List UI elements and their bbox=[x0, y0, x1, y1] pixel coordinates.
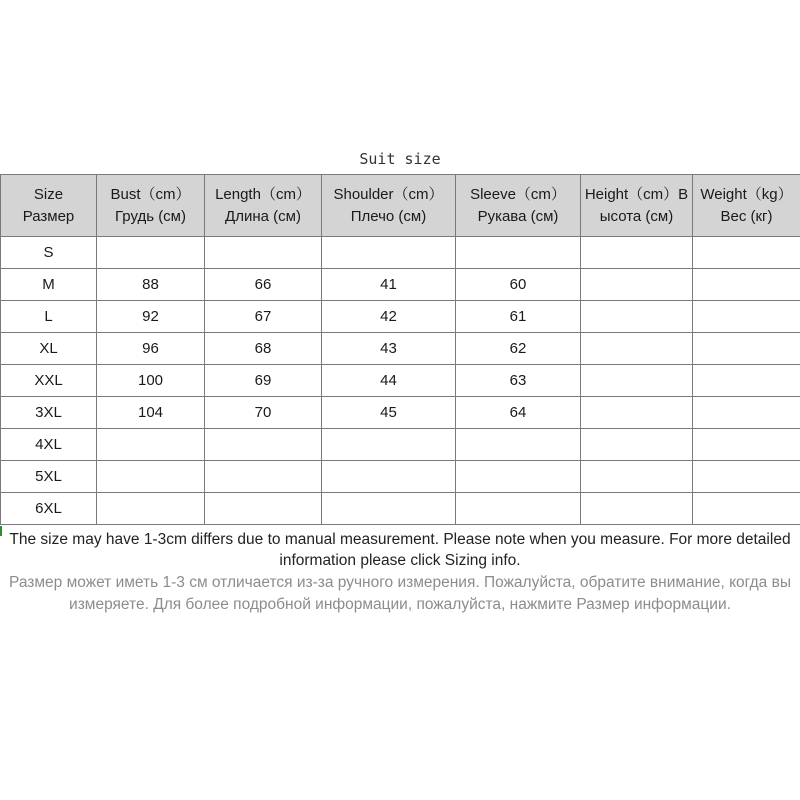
size-chart-table bbox=[0, 174, 800, 525]
shoulder-cell bbox=[322, 493, 456, 525]
size-cell: 3XL bbox=[1, 397, 97, 429]
weight-cell bbox=[693, 493, 800, 525]
shoulder-cell bbox=[322, 237, 456, 269]
height-cell bbox=[581, 397, 693, 429]
sleeve-cell bbox=[456, 237, 581, 269]
bust-cell: 92 bbox=[97, 301, 205, 333]
column-header-shoulder: Shoulder（cm） Плечо (см) bbox=[322, 175, 456, 237]
length-cell: 67 bbox=[205, 301, 322, 333]
column-header-height: Height（cm）B ысота (см) bbox=[581, 175, 693, 237]
bust-cell bbox=[97, 429, 205, 461]
length-cell: 66 bbox=[205, 269, 322, 301]
height-cell bbox=[581, 461, 693, 493]
column-header-size: Size Размер bbox=[1, 175, 97, 237]
sleeve-cell bbox=[456, 429, 581, 461]
height-cell bbox=[581, 237, 693, 269]
sleeve-cell bbox=[456, 461, 581, 493]
height-cell bbox=[581, 429, 693, 461]
height-cell bbox=[581, 365, 693, 397]
height-cell bbox=[581, 333, 693, 365]
bust-cell bbox=[97, 493, 205, 525]
length-cell bbox=[205, 461, 322, 493]
measurement-note-russian: Размер может иметь 1-3 см отличается из-за ручного измерения. Пожалуйста, обратите внимание, когда вы измеряете. Для более подробной информации, пожалуйста, нажмите Размер информации. bbox=[9, 574, 791, 613]
weight-cell bbox=[693, 301, 800, 333]
sleeve-cell: 60 bbox=[456, 269, 581, 301]
column-header-length: Length（cm） Длина (см) bbox=[205, 175, 322, 237]
sleeve-cell: 62 bbox=[456, 333, 581, 365]
bust-cell: 88 bbox=[97, 269, 205, 301]
length-cell: 69 bbox=[205, 365, 322, 397]
sleeve-cell: 64 bbox=[456, 397, 581, 429]
table-row bbox=[1, 429, 800, 461]
column-header-weight: Weight（kg） Вес (кг) bbox=[693, 175, 800, 237]
weight-cell bbox=[693, 269, 800, 301]
shoulder-cell: 44 bbox=[322, 365, 456, 397]
column-header-sleeve: Sleeve（cm） Рукава (см) bbox=[456, 175, 581, 237]
height-cell bbox=[581, 493, 693, 525]
length-cell bbox=[205, 237, 322, 269]
length-cell bbox=[205, 493, 322, 525]
bust-cell bbox=[97, 237, 205, 269]
shoulder-cell: 42 bbox=[322, 301, 456, 333]
sleeve-cell bbox=[456, 493, 581, 525]
table-row bbox=[1, 493, 800, 525]
weight-cell bbox=[693, 365, 800, 397]
shoulder-cell: 41 bbox=[322, 269, 456, 301]
size-cell: M bbox=[1, 269, 97, 301]
size-cell: XXL bbox=[1, 365, 97, 397]
table-row bbox=[1, 365, 800, 397]
weight-cell bbox=[693, 397, 800, 429]
size-cell: S bbox=[1, 237, 97, 269]
bust-cell: 96 bbox=[97, 333, 205, 365]
length-cell: 70 bbox=[205, 397, 322, 429]
height-cell bbox=[581, 301, 693, 333]
bust-cell bbox=[97, 461, 205, 493]
bust-cell: 100 bbox=[97, 365, 205, 397]
shoulder-cell: 43 bbox=[322, 333, 456, 365]
length-cell bbox=[205, 429, 322, 461]
size-cell: XL bbox=[1, 333, 97, 365]
weight-cell bbox=[693, 429, 800, 461]
bust-cell: 104 bbox=[97, 397, 205, 429]
weight-cell bbox=[693, 237, 800, 269]
weight-cell bbox=[693, 333, 800, 365]
table-title: Suit size bbox=[359, 150, 441, 168]
sleeve-cell: 63 bbox=[456, 365, 581, 397]
size-cell: L bbox=[1, 301, 97, 333]
shoulder-cell bbox=[322, 461, 456, 493]
size-cell: 5XL bbox=[1, 461, 97, 493]
column-header-bust: Bust（cm） Грудь (см) bbox=[97, 175, 205, 237]
table-row bbox=[1, 301, 800, 333]
shoulder-cell: 45 bbox=[322, 397, 456, 429]
size-cell: 4XL bbox=[1, 429, 97, 461]
shoulder-cell bbox=[322, 429, 456, 461]
table-row bbox=[1, 333, 800, 365]
table-row bbox=[1, 397, 800, 429]
header-row bbox=[1, 175, 800, 237]
size-cell: 6XL bbox=[1, 493, 97, 525]
weight-cell bbox=[693, 461, 800, 493]
height-cell bbox=[581, 269, 693, 301]
measurement-note-english: The size may have 1-3cm differs due to manual measurement. Please note when you measure. For more detailed information please click Sizing info. bbox=[9, 531, 791, 569]
table-row bbox=[1, 237, 800, 269]
sleeve-cell: 61 bbox=[456, 301, 581, 333]
length-cell: 68 bbox=[205, 333, 322, 365]
table-row bbox=[1, 269, 800, 301]
table-row bbox=[1, 461, 800, 493]
